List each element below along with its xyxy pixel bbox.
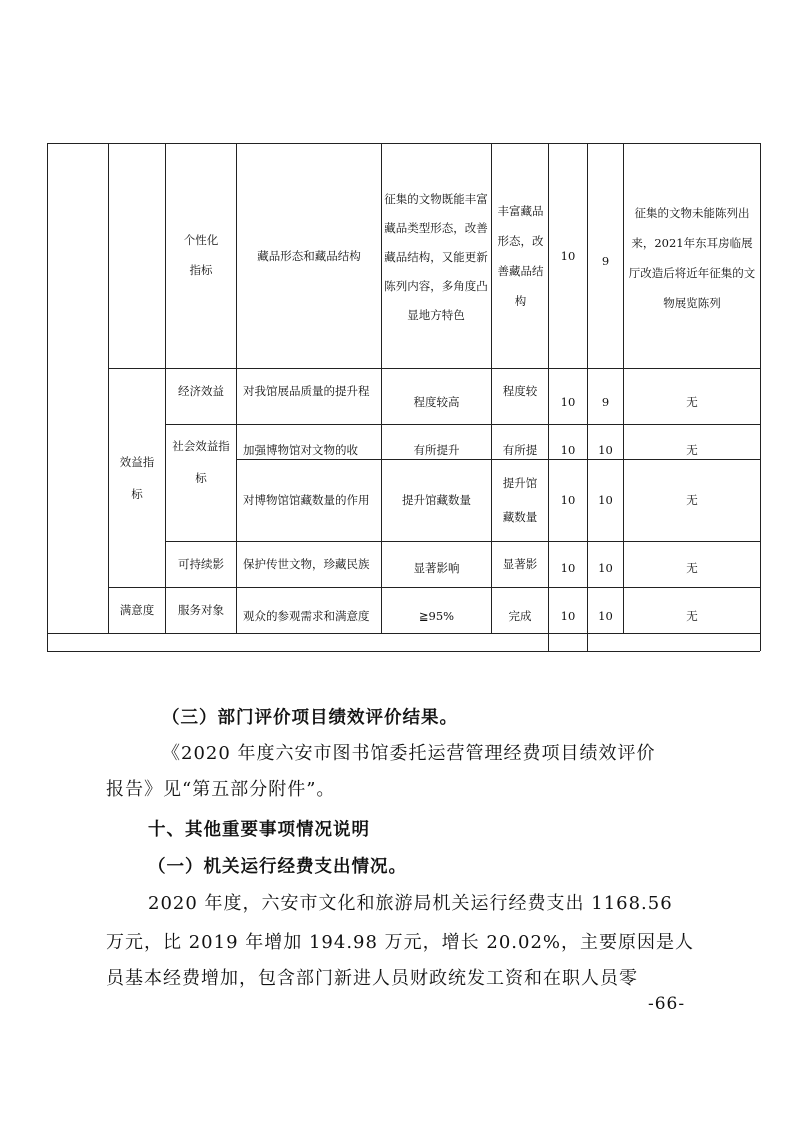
section-heading-3: （三）部门评价项目绩效评价结果。 [162,708,458,728]
cell-text: 观众的参观需求和满意度 [243,609,370,623]
cell-text: 满意度 [119,603,155,617]
table-cell [166,541,236,587]
table-cell [625,150,759,365]
cell-text: 对博物馆馆藏数量的作用 [243,493,370,507]
table-cell [588,459,623,541]
table-cell [382,587,491,633]
table-line [760,143,761,651]
cell-text: 完成 [508,609,532,623]
table-cell [382,380,491,424]
table-cell [109,587,165,633]
table-cell [237,541,381,587]
table-line [47,651,760,652]
table-cell [588,143,623,368]
section-heading-10: 十、其他重要事项情况说明 [148,820,370,840]
score-value: 10 [598,609,613,623]
table-cell [237,368,381,424]
score-value: 9 [601,395,610,409]
table-cell [382,545,491,591]
cell-text: 服务对象 [178,603,224,617]
table-cell [237,143,381,368]
section-heading-1: （一）机关运行经费支出情况。 [148,857,407,877]
cell-text: 社会效益指标 [172,439,230,485]
table-cell [549,459,587,541]
cell-text: 保护传世文物，珍藏民族 [243,557,370,571]
table-cell [382,424,491,459]
cell-text: 对我馆展品质量的提升程 [243,384,370,398]
page-number: -66- [648,994,686,1014]
cell-text: 经济效益 [178,384,224,398]
cell-text: 藏品形态和藏品结构 [257,248,361,263]
paragraph-line: 万元，比 2019 年增加 194.98 万元，增长 20.02%，主要原因是人 [106,932,695,953]
table-cell [624,587,760,633]
weight-value: 10 [560,493,576,507]
table-cell [624,459,760,541]
cell-text: 个性化指标 [183,233,219,277]
cell-text: 有所提 [502,442,538,457]
paragraph-line: 2020 年度，六安市文化和旅游局机关运行经费支出 1168.56 [148,893,673,914]
cell-text: 征集的文物既能丰富藏品类型形态，改善藏品结构，又能更新陈列内容，多角度凸显地方特色 [384,192,488,322]
table-cell [166,587,236,633]
table-cell [168,230,234,280]
paragraph-line: 报告》见“第五部分附件”。 [106,779,336,800]
weight-value: 10 [560,395,576,409]
cell-text: 效益指标 [119,454,155,501]
weight-value: 10 [560,442,576,457]
table-line [47,143,760,144]
table-cell [166,430,236,500]
cell-text: 显著影 [502,557,538,571]
weight-value: 10 [560,561,576,575]
cell-text: 可持续影 [178,557,224,571]
table-cell [492,541,548,587]
cell-text: 显著影响 [413,561,460,575]
cell-text: 程度较 [502,384,538,398]
table-cell [588,424,623,459]
table-cell [588,587,623,633]
table-cell [237,459,381,541]
score-value: 10 [598,442,613,457]
table-cell [549,143,587,368]
table-cell [624,545,760,591]
table-cell [109,368,165,587]
table-cell [382,459,491,541]
cell-text: 无 [686,442,698,457]
table-cell [588,380,623,424]
table-cell [549,380,587,424]
cell-text: ≧95% [418,609,455,623]
cell-text: 无 [686,561,698,575]
table-cell [492,587,548,633]
table-cell [383,150,489,365]
table-cell [237,424,381,459]
cell-text: 征集的文物未能陈列出来，2021年东耳房临展厅改造后将近年征集的文物展览陈列 [628,205,756,310]
table-cell [492,368,548,424]
weight-value: 10 [560,248,576,263]
table-cell [624,380,760,424]
cell-text: 无 [686,609,698,623]
weight-value: 10 [560,609,576,623]
paragraph-line: 《2020 年度六安市图书馆委托运营管理经费项目绩效评价 [162,743,656,764]
cell-text: 提升馆藏数量 [402,493,471,507]
table-cell [493,143,548,368]
table-cell [588,545,623,591]
cell-text: 加强博物馆对文物的收 [243,442,358,457]
table-cell [237,587,381,633]
table-cell [166,368,236,424]
table-cell [549,545,587,591]
table-cell [549,424,587,459]
score-value: 10 [598,561,613,575]
paragraph-line: 员基本经费增加，包含部门新进人员财政统发工资和在职人员零 [106,968,638,989]
cell-text: 无 [686,493,698,507]
table-line [47,633,760,634]
cell-text: 提升馆藏数量 [502,476,538,524]
cell-text: 无 [686,395,698,409]
cell-text: 丰富藏品形态，改善藏品结构 [497,203,544,308]
table-cell [624,424,760,459]
table-cell [492,459,548,541]
cell-text: 程度较高 [413,395,460,409]
score-value: 9 [601,253,610,268]
cell-text: 有所提升 [413,442,460,457]
score-value: 10 [598,493,613,507]
table-cell [492,424,548,459]
table-cell [549,587,587,633]
table-line [47,143,48,651]
